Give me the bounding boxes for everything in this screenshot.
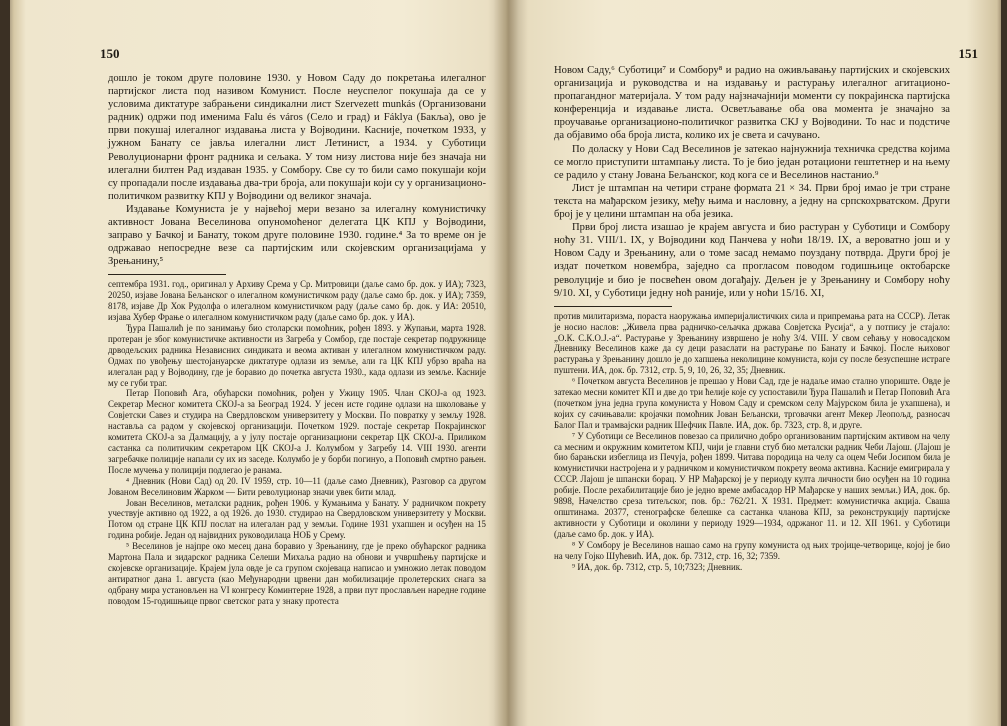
footnotes-right	[554, 311, 950, 573]
left-page-body	[108, 72, 486, 607]
footnote: против милитаризма, пораста наоружања империјалистичких сила и припремања рата на СССР). Летак је носио наслов: „Живела прва радничко-сељачка држава Совјетска Русија“, а у потпису је стајало: „О.К. С.К.О.Ј.-а“. Растурање у Зрењанину извршено је ноћу 3/4. VIII. У свом сећању у новосадском Дневнику Веселинов каже да су деци разаслати на растурање по Банату и Бачкој. После њиховог растурања у Зрењанину дошло је до хапшења неколицине комуниста, који су после безуспешне истраге пуштени. ИА, док. бр. 7312, стр. 5, 9, 10, 26, 32, 35; Дневник.	[554, 310, 950, 376]
footnote: Петар Поповић Ага, обућарски помоћник, рођен у Ужицу 1905. Члан СКОЈ-а од 1923. Секретар Месног комитета СКОЈ-а за Београд 1924. У јесен исте године одлази на школовање у Совјетски Савез и студира на Свердловском универзитету у Москви. По повратку у земљу 1928. наставља са радом у скојевској организацији. Почетком 1929. постаје секретар Покрајинског комитета СКОЈ-а за Далмацију, а у јулу постаје организациони секретар ЦК СКОЈ-а. Приликом састанка са политичким секретаром ЦК СКОЈ-а Ј. Колумбом у Загребу 14. VIII 1930. агенти загребачке полиције напали су их из заседе. Колумбо је у борби погинуо, а Поповић смртно рањен. После мучења у полицији подлегао је ранама.	[108, 388, 486, 475]
book-edge-left	[0, 0, 10, 726]
paragraph: По доласку у Нови Сад Веселинов је затекао најнужнија техничка средства којима се могло приступити штампању листа. То је био један ротациони гештетнер и на њему се радило у стану Јована Бељанског, код кога се и Веселинов настанио.⁹	[554, 143, 950, 181]
right-page-body	[554, 64, 950, 572]
footnotes-left	[108, 279, 486, 606]
footnote: Ђура Пашалић је по занимању био столарски помоћник, рођен 1893. у Жупањи, марта 1928. протеран је због комунистичке активности из Загреба у Сомбор, где постаје секретар подружнице дрводељских радника Независних синдиката и веома активан у илегалном комунистичком раду. Одмах по увођењу шестојануарске диктатуре одлази из земље, али га ЦК КПЈ убрзо враћа на илегалан рад у Војводину, где је боравио до почетка августа 1930., када одлази из земље. Касније му се губи траг.	[108, 323, 486, 388]
footnote: ⁹ ИА, док. бр. 7312, стр. 5, 10;7323; Дневник.	[572, 561, 743, 572]
footnote: ⁴ Дневник (Нови Сад) од 20. IV 1959, стр. 10—11 (даље само Дневник), Разговор са другом Јованом Веселиновим Жарком — Бити револуционар значи увек бити млад.	[108, 475, 486, 497]
footnote: ⁷ У Суботици се Веселинов повезао са прилично добро организованим партијским активом на челу са месним и окружним комитетом КПЈ, чији је главни стуб био металски радник Чеби Лајош. (Лајош је био барањски избеглица из Печуја, рођен 1899. Читава породица на челу са оцем Чеби Јосипом била је комунистички настројена и у радничком и комунистичком покрету веома активна. Касније емигрирала у СССР. Лајош је шпански борац. У НР Мађарској је у периоду култа личности био осуђен на 10 година робије. После рехабилитације био је једно време амбасадор НР Мађарске у наших земљи.) ИА, док. бр. 9898, Начелство среза титељског, пов. бр.: 762/21. X 1931. Предмет: комунистичка акција. Сваша општинама. 20377, стенографске белешке са састанка чланова КПЈ, за реконструкцију партијске активности у Суботици и околини у периоду 1929—1934, одржаног 11. и 12. XII 1961. у Суботици (даље само бр. док. у ИА).	[554, 430, 950, 539]
paragraph: Издавање Комуниста је у највећој мери везано за илегалну комунистичку активност Јована Веселинова опуномоћеног делегата ЦК КПЈ у Војводини, заправо у Бачкој и Банату, током друге половине 1930. године.⁴ За то време он је одржавао непосредне везе са партијским или скојевским организацијама у Зрењанину,⁵	[108, 203, 486, 268]
paragraph: Први број листа изашао је крајем августа и био растуран у Суботици и Сомбору ноћу 31. VIII/1. IX, у Војводини код Панчева у ноћи 18/19. IX, а вероватно још и у Новом Саду и Зрењанину, али о томе засад немамо поуздану потврдa. Други број је издат почетком новембра, заједно са прогласом поводом годишњице октобарске револуције и био је посвећен овом догађају. Дељен је у Зрењанину и Сомбору ноћу 9/10. XI, у Суботици једну ноћ раније, или у ноћи 15/16. XI,	[554, 222, 950, 299]
footnote: Јован Веселинов, металски радник, рођен 1906. у Кумањима у Банату. У радничком покрету учествује активно од 1922, а од 1926. до 1930. студирао на Свердловском универзитету у Москви. Потом од стране ЦК КПЈ послат на илегалан рад у земљи. Године 1931 ухапшен и осуђен на 15 година робије. Један од највидних руководилаца НОБ у Срему.	[108, 497, 486, 541]
footnote-divider	[554, 306, 672, 307]
book-gutter	[488, 0, 528, 726]
footnote: септембра 1931. год., оригинал у Архиву Срема у Ср. Митровици (даље само бр. док. у ИА); 7323, 20250, изјаве Јована Бељанског о илегалном комунистичком раду (даље само бр. док. у ИА); 7359, 8178, изјаве Др Хок Рудолфа о илегалном комунистичком раду (даље само бр. док. у ИА: 20510, изјава Хубер Фрање о илегалном комунистичком раду (даље само бр. док. у ИА).	[108, 279, 486, 323]
page-number-left: 150	[100, 46, 120, 61]
book-edge-right	[1001, 0, 1007, 726]
page-number-right: 151	[958, 46, 978, 61]
footnote: ⁸ У Сомбору је Веселинов нашао само на групу комуниста од њих тројице-четворице, којој је био на челу Гојко Шућевић. ИА, док. бр. 7312, стр. 16, 32; 7359.	[554, 539, 950, 561]
right-page	[550, 36, 978, 726]
footnote: ⁶ Почетком августа Веселинов је прешао у Нови Сад, где је надаље имао стално упориште. Овде је затекао месни комитет КП и две до три ћелије које су успоставили Ђура Пашалић и Петар Поповић Ага (почетком јуна једна група комуниста у Новом Саду и сремском селу Мајурском била је ухапшена), и којих су сачињавали: кројачки помоћник Јован Бељански, трговачки агент Мекер Леопољд, разносач Балог Пал и трамвајски радник Шефчик Павле. ИА, док. бр. 7323, стр. 8, и друге.	[554, 376, 950, 430]
paragraph: дошло је током друге половине 1930. у Новом Саду до покретања илегалног партијског листа под називом Комунист. После неуспелог покушаја да се у условима диктатуре забрањени синдикални лист Szervezett munkás (Организовани радник) одржи под именима Falu és város (Село и град) и Fáklya (Бакља), ово је први покушај илегалног издавања листа у Војводини. Касније, почетком 1933, у јужном Банату се јавља илегални лист Летинист, а 1934. у Суботици Револуционарни фронт радника и сељака. У том низу листова није без значаја ни илегални билтен Рад издаван 1935. у Сомбору. Све су то били само покушаји који су пропадали после издавања два-три броја, али покушаји који су у организационо-политичком развитку КПЈ у Војводини од великог значаја.	[108, 73, 487, 202]
footnote-divider	[108, 274, 226, 275]
paragraph: Новом Саду,⁶ Суботици⁷ и Сомбору⁸ и радио на оживљавању партијских и скојевских организација и руководства и на издавању и растурању илегалног агитационо-пропагандног материјала. У том раду најзначајнији моменти су покрајинска партијска конференција и издавање листа. Осветљавање оба ова момента је значајно за проучавање организационо-политичког развитка СКЈ у Војводини. То нас и подстиче да објавимо оба броја листа, колико их је света и сачувано.	[554, 65, 950, 142]
paragraph: Лист је штампан на четири стране формата 21 × 34. Први број имао је три стране текста на мађарском језику, међу њима и насловну, а једну на српскохрватском. Други број је у целини штампан на оба језика.	[554, 182, 950, 221]
left-page	[62, 36, 492, 726]
footnote: ⁵ Веселинов је најпре око месец дана боравио у Зрењанину, где је преко обућарског радника Мартона Пала и зидарског радника Селеши Михаља радио на обнови и учвршћењу партијске и скојевске организације. Крајем јула овде је са групом скојеваца написао и умножио летак поводом антиратног дана 1. августа (као Међународни црвени дан мобилизације пролетерских снага за одбрану мира установљен на VI конгресу Коминтерне 1928, а први пут прослављен наредне године поводом 15-годишњице првог светског рата у знаку протеста	[108, 541, 486, 606]
